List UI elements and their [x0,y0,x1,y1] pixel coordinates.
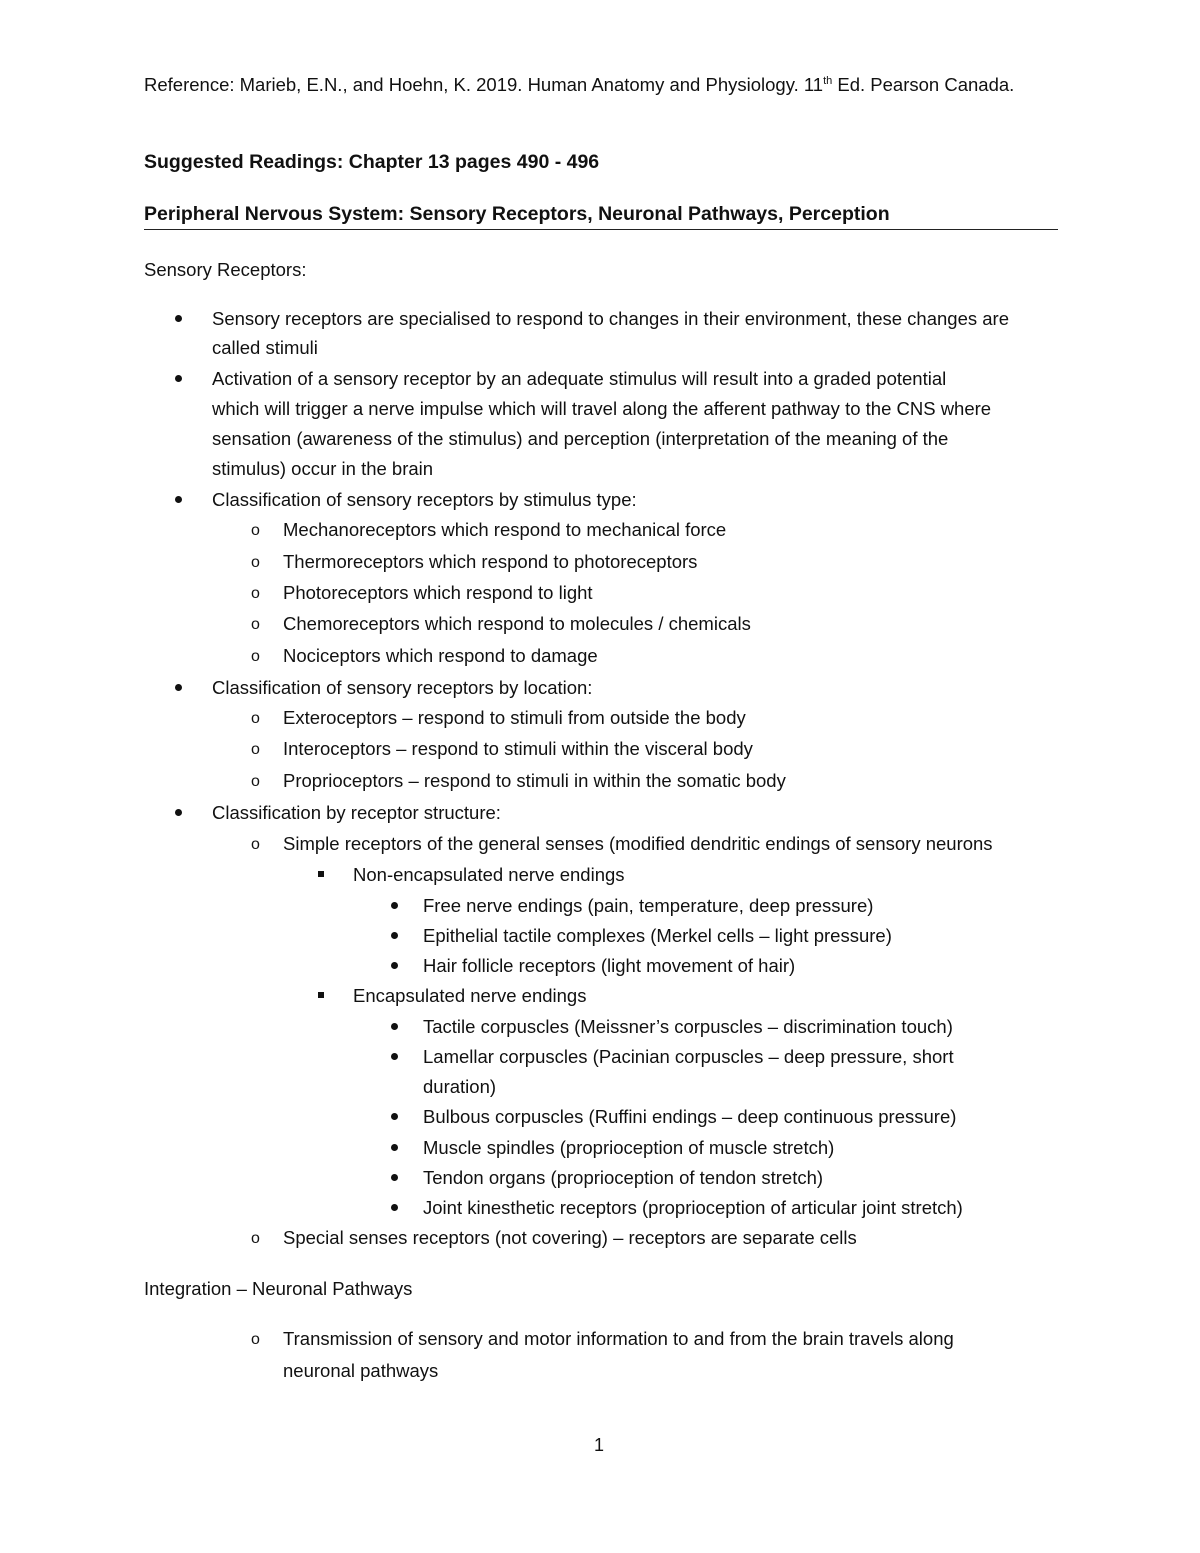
bullet-marker [391,1204,398,1211]
sub-bullet-text: Chemoreceptors which respond to molecules / chemicals [283,613,751,634]
bullet-marker [391,932,398,939]
bullet-text: called stimuli [212,337,318,358]
reference-text: Reference: Marieb, E.N., and Hoehn, K. 2019. Human Anatomy and Physiology. 11 [144,74,824,95]
sub-bullet-marker: o [251,741,260,758]
sub-bullet-marker: o [251,554,260,571]
list-item-text: Tendon organs (proprioception of tendon stretch) [423,1167,824,1188]
list-item-text: Epithelial tactile complexes (Merkel cells – light pressure) [423,925,892,946]
sub-bullet-text: Proprioceptors – respond to stimuli in within the somatic body [283,770,786,791]
list-item-text: duration) [423,1076,497,1097]
bullet-marker [175,496,182,503]
sub-bullet-marker: o [251,522,260,539]
bullet-text: Activation of a sensory receptor by an adequate stimulus will result into a graded potential [212,368,947,389]
list-item-text: Tactile corpuscles (Meissner’s corpuscles – discrimination touch) [423,1016,953,1037]
sub-bullet-marker: o [251,710,260,727]
sub-bullet-text: Photoreceptors which respond to light [283,582,593,603]
bullet-marker [391,962,398,969]
bullet-text: Classification of sensory receptors by stimulus type: [212,489,637,510]
bullet-text: Sensory receptors are specialised to respond to changes in their environment, these changes are [212,308,1009,329]
reference-line [144,74,1014,96]
bullet-marker [175,315,182,322]
bullet-text: which will trigger a nerve impulse which will travel along the afferent pathway to the CNS where [212,398,992,419]
sub-bullet-text: Mechanoreceptors which respond to mechanical force [283,519,727,540]
bullet-marker [175,684,182,691]
list-item-text: Hair follicle receptors (light movement of hair) [423,955,796,976]
sub-bullet-marker: o [251,648,260,665]
integration-title: Integration – Neuronal Pathways [144,1278,413,1299]
bullet-marker [175,375,182,382]
bullet-text: Classification of sensory receptors by location: [212,677,593,698]
list-item-text: Muscle spindles (proprioception of muscle stretch) [423,1137,835,1158]
sub-bullet-marker: o [251,585,260,602]
bullet-marker [391,902,398,909]
bullet-text: sensation (awareness of the stimulus) and perception (interpretation of the meaning of the [212,428,949,449]
sub-bullet-text: Thermoreceptors which respond to photoreceptors [283,551,698,572]
reference-text-end: Ed. Pearson Canada. [832,74,1015,95]
sub-bullet-marker: o [251,1230,260,1247]
sub-bullet-text: Exteroceptors – respond to stimuli from outside the body [283,707,746,728]
list-item-text: Lamellar corpuscles (Pacinian corpuscles – deep pressure, short [423,1046,954,1067]
sub-sub-bullet-text: Encapsulated nerve endings [353,985,587,1006]
sub-bullet-text: Nociceptors which respond to damage [283,645,598,666]
bullet-marker [175,809,182,816]
section-heading: Peripheral Nervous System: Sensory Receptors, Neuronal Pathways, Perception [144,203,1058,230]
bullet-marker [391,1023,398,1030]
list-item-text: Joint kinesthetic receptors (proprioception of articular joint stretch) [423,1197,963,1218]
bullet-marker [391,1113,398,1120]
list-item-text: Free nerve endings (pain, temperature, deep pressure) [423,895,874,916]
sub-bullet-text: neuronal pathways [283,1360,439,1381]
bullet-text: stimulus) occur in the brain [212,458,434,479]
bullet-marker [391,1174,398,1181]
bullet-marker [391,1053,398,1060]
sub-sub-bullet-text: Non-encapsulated nerve endings [353,864,625,885]
sub-bullet-marker: o [251,1331,260,1348]
sensory-receptors-title: Sensory Receptors: [144,259,307,280]
sub-bullet-text: Transmission of sensory and motor information to and from the brain travels along [283,1328,954,1349]
suggested-readings: Suggested Readings: Chapter 13 pages 490 - 496 [144,151,600,173]
sub-bullet-marker: o [251,616,260,633]
square-bullet-marker [318,992,324,998]
bullet-marker [391,1144,398,1151]
sub-bullet-marker: o [251,836,260,853]
bullet-text: Classification by receptor structure: [212,802,501,823]
sub-bullet-text: Interoceptors – respond to stimuli within the visceral body [283,738,753,759]
list-item-text: Bulbous corpuscles (Ruffini endings – deep continuous pressure) [423,1106,957,1127]
reference-superscript: th [823,74,833,87]
square-bullet-marker [318,871,324,877]
sub-bullet-text: Simple receptors of the general senses (modified dendritic endings of sensory neurons [283,833,993,854]
page-number: 1 [594,1435,605,1455]
sub-bullet-marker: o [251,773,260,790]
sub-bullet-text: Special senses receptors (not covering) – receptors are separate cells [283,1227,857,1248]
